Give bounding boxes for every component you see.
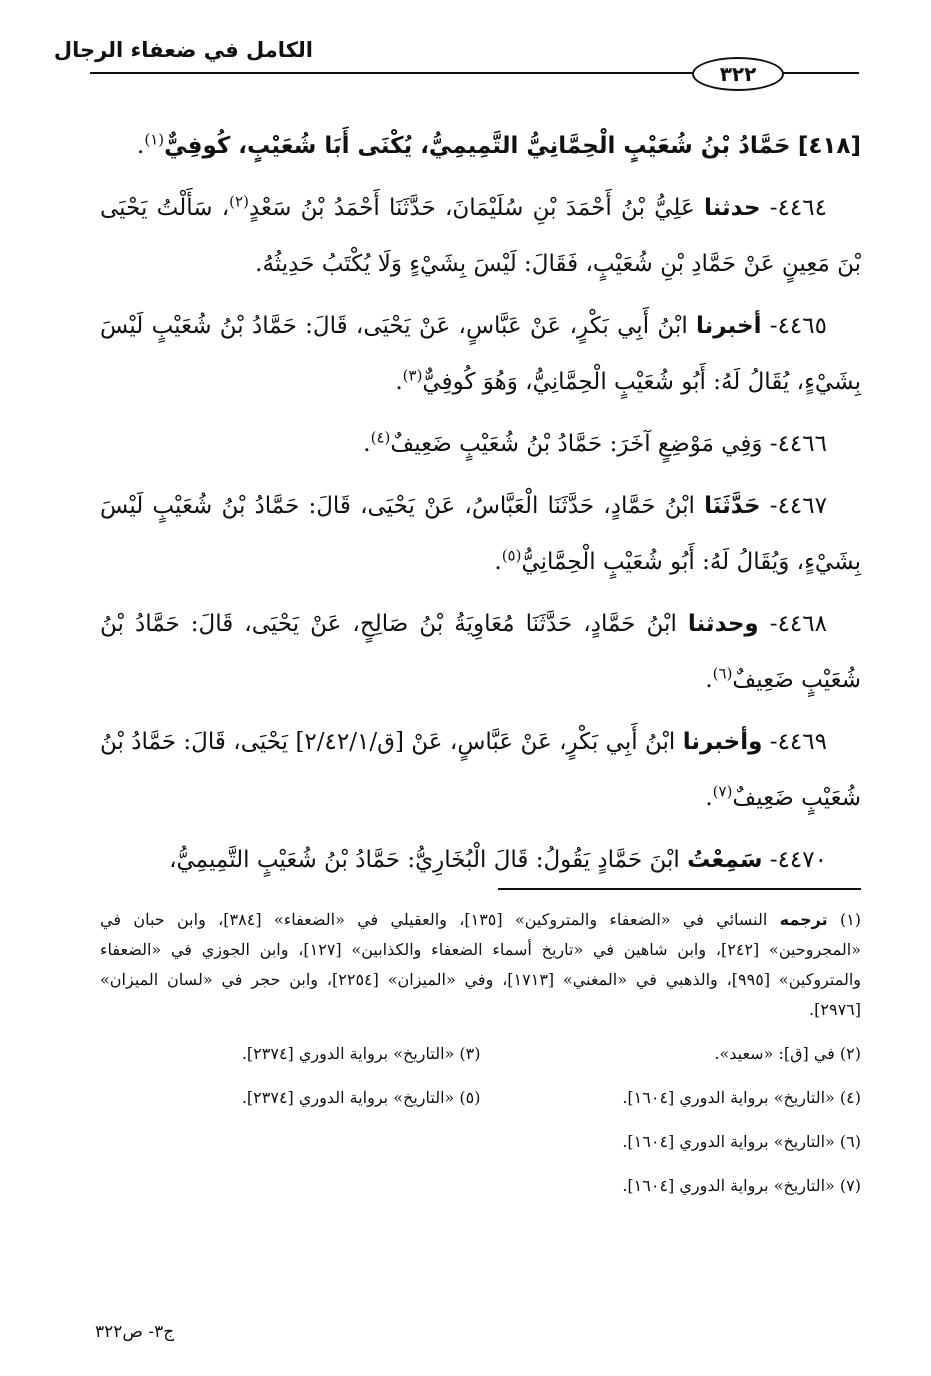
footnote-ref: (٥) [501, 546, 522, 565]
narration-text: . [363, 431, 371, 457]
book-title: الكامل في ضعفاء الرجال [53, 38, 313, 62]
narration-text: ، سَأَلْتُ يَحْيَى بْنَ مَعِينٍ عَنْ حَمَّادِ بْنِ شُعَيْبٍ، فَقَالَ: لَيْسَ بِشَيْءٍ وَلَا يُكْتَبُ حَدِيثُهُ. [100, 195, 861, 277]
footnote-ref: (١) [144, 130, 165, 149]
footnote-1-number: (١) [839, 910, 862, 929]
narration-paragraph [100, 832, 861, 888]
narration-text: ٤٤٦٩- [762, 729, 827, 755]
narration-keyword: حدثنا [704, 195, 761, 221]
entry-title: حَمَّادُ بْنُ شُعَيْبٍ الْحِمَّانِيُّ التَّمِيمِيُّ، يُكْنَى أَبَا شُعَيْبٍ، كُوفِيٌّ [164, 133, 791, 159]
narration-keyword: حَدَّثَنَا [704, 493, 761, 519]
footnote-5: (٥) «التاريخ» برواية الدوري [٢٣٧٤]. [241, 1088, 481, 1107]
narration-text: ٤٤٦٨- [758, 611, 827, 637]
footnote-ref: (٣) [402, 366, 423, 385]
narration-paragraph [100, 478, 861, 590]
page-reference: ج٣- ص٣٢٢ [95, 1322, 175, 1342]
page-number-badge: ٣٢٢ [692, 57, 784, 91]
footnote-ref: (٦) [712, 664, 733, 683]
footnote-3: (٣) «التاريخ» برواية الدوري [٢٣٧٤]. [241, 1044, 481, 1063]
narration-keyword: وحدثنا [687, 611, 759, 637]
footnote-6: (٦) «التاريخ» برواية الدوري [١٦٠٤]. [622, 1132, 861, 1151]
entry-heading: [٤١٨] حَمَّادُ بْنُ شُعَيْبٍ الْحِمَّانِيُّ التَّمِيمِيُّ، يُكْنَى أَبَا شُعَيْبٍ، كُوفِيٌّ$^{(١)}$. [137, 130, 861, 159]
footnote-1 [100, 905, 861, 1025]
narration-keyword: أخبرنا [696, 313, 762, 339]
narration-paragraph [100, 596, 861, 708]
narration-keyword: سَمِعْتُ [687, 847, 763, 873]
footnote-1-bold: ترجمه [779, 910, 828, 929]
narration-text: ابْنُ أَبِي بَكْرٍ، عَنْ عَبَّاسٍ، عَنْ يَحْيَى، قَالَ: حَمَّادُ بْنُ شُعَيْبٍ لَيْسَ بِشَيْءٍ، يُقَالُ لَهُ: أَبُو شُعَيْبٍ الْحِمَّانِيُّ، وَهُوَ كُوفِيٌّ [100, 313, 861, 395]
narration-paragraph [100, 298, 861, 410]
narration-text: ابْنُ حَمَّادٍ، حَدَّثَنَا الْعَبَّاسُ، عَنْ يَحْيَى، قَالَ: حَمَّادُ بْنُ شُعَيْبٍ لَيْسَ بِشَيْءٍ، وَيُقَالُ لَهُ: أَبُو شُعَيْبٍ الْحِمَّانِيُّ [100, 493, 861, 575]
narration-paragraph [100, 180, 861, 292]
narration-text: ٤٤٧٠- [762, 847, 827, 873]
narration-text: . [705, 667, 713, 693]
narration-text: ٤٤٦٥- [761, 313, 827, 339]
narration-text: . [705, 785, 713, 811]
entry-number: [٤١٨] [797, 133, 861, 159]
footnote-7: (٧) «التاريخ» برواية الدوري [١٦٠٤]. [622, 1176, 861, 1195]
narration-text: ٤٤٦٦- وَفِي مَوْضِعٍ آخَرَ: حَمَّادُ بْنُ شُعَيْبٍ ضَعِيفٌ [390, 431, 827, 457]
narration-text: ابْنَ حَمَّادٍ يَقُولُ: قَالَ الْبُخَارِيُّ: حَمَّادُ بْنُ شُعَيْبٍ التَّمِيمِيُّ، [169, 847, 688, 873]
narration-text: عَلِيُّ بْنُ أَحْمَدَ بْنِ سُلَيْمَانَ، حَدَّثَنَا أَحْمَدُ بْنُ سَعْدٍ [248, 195, 704, 221]
narration-text: ٤٤٦٤- [760, 195, 827, 221]
footnotes [100, 905, 861, 1201]
narration-keyword: وأخبرنا [682, 729, 763, 755]
footnote-ref: (٧) [712, 782, 733, 801]
footnote-row [100, 1039, 861, 1069]
narration-text: ابْنُ حَمَّادٍ، حَدَّثَنَا مُعَاوِيَةُ بْنُ صَالِحٍ، عَنْ يَحْيَى، قَالَ: حَمَّادُ بْنُ شُعَيْبٍ ضَعِيفٌ [100, 611, 861, 693]
narration-text: . [494, 549, 502, 575]
footnote-row [100, 1083, 861, 1113]
main-text [100, 118, 861, 894]
footnote-ref: (٤) [370, 428, 391, 447]
footnote-4: (٤) «التاريخ» برواية الدوري [١٦٠٤]. [622, 1088, 861, 1107]
narration-paragraph [100, 416, 861, 472]
footnote-1-text: النسائي في «الضعفاء والمتروكين» [١٣٥]، والعقيلي في «الضعفاء» [٣٨٤]، وابن حبان في «المجروحين» [٢٤٢]، وابن شاهين في «تاريخ أسماء الضعفاء والكذابين» [١٢٧]، وابن الجوزي في «الضعفاء والمتروكين» [٩٩٥]، والذهبي في «المغني» [١٧١٣]، وفي «الميزان» [٢٢٥٤]، وابن حجر في «لسان الميزان» [٢٩٧٦]. [100, 910, 861, 1019]
narration-text: . [395, 369, 403, 395]
footnote-ref: (٢) [229, 192, 249, 211]
narration-paragraph [100, 714, 861, 826]
narration-text: ٤٤٦٧- [760, 493, 827, 519]
narration-text: ابْنُ أَبِي بَكْرٍ، عَنْ عَبَّاسٍ، عَنْ [ق/٢/٤٢/١] يَحْيَى، قَالَ: حَمَّادُ بْنُ شُعَيْبٍ ضَعِيفٌ [100, 729, 861, 811]
narration-list [100, 180, 861, 888]
footnote-2: (٢) في [ق]: «سعيد». [714, 1044, 861, 1063]
footnote-rule [498, 888, 861, 890]
